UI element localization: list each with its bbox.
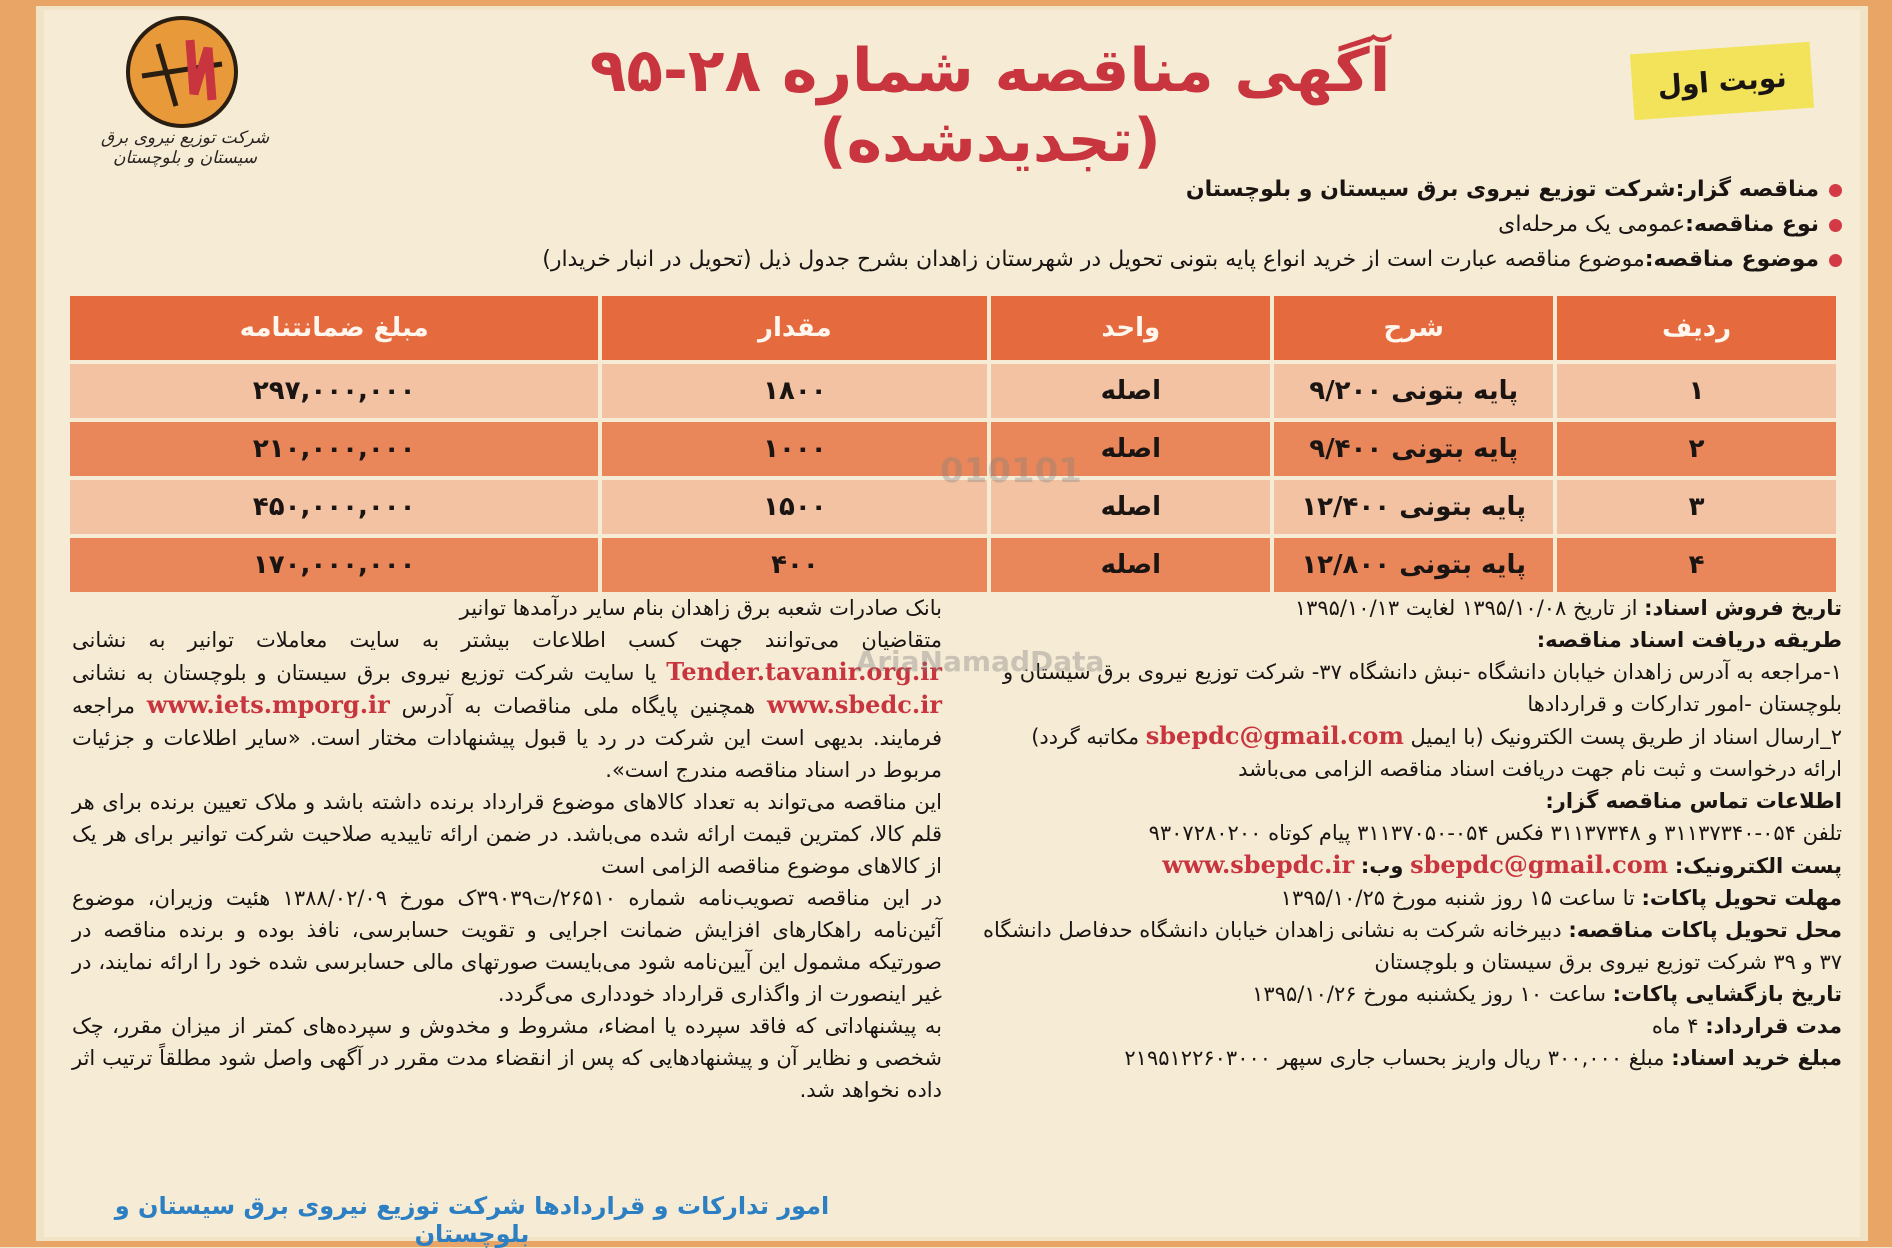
cell-guarantee-amount: ۱۷۰,۰۰۰,۰۰۰: [70, 536, 600, 592]
cell-quantity: ۱۸۰۰: [600, 362, 989, 420]
items-table: [70, 296, 1840, 592]
cell-quantity: ۱۰۰۰: [600, 420, 989, 478]
type-value: عمومی یک مرحله‌ای: [1498, 212, 1686, 237]
method-label: طریقه دریافت اسناد مناقصه:: [1536, 628, 1842, 652]
email-link[interactable]: sbepdc@gmail.com: [1410, 850, 1669, 879]
deadline-row: [982, 882, 1842, 914]
cell-quantity: ۱۵۰۰: [600, 478, 989, 536]
cell-guarantee-amount: ۲۹۷,۰۰۰,۰۰۰: [70, 362, 600, 420]
subject-label: موضوع مناقصه:: [1644, 247, 1819, 272]
first-round-badge: نوبت اول: [1630, 42, 1814, 120]
place-row: [982, 914, 1842, 978]
header-description: شرح: [1272, 296, 1555, 362]
contact-label: اطلاعات تماس مناقصه گزار:: [1545, 789, 1842, 813]
cell-quantity: ۴۰۰: [600, 536, 989, 592]
duration-value: ۴ ماه: [1651, 1014, 1699, 1038]
opening-row: [982, 978, 1842, 1010]
tenderer-value: شرکت توزیع نیروی برق سیستان و بلوچستان: [1185, 177, 1676, 202]
place-label: محل تحویل پاکات مناقصه:: [1568, 918, 1842, 942]
type-label: نوع مناقصه:: [1685, 212, 1819, 237]
table-row: [70, 362, 1838, 420]
header-guarantee-amount: مبلغ ضمانتنامه: [70, 296, 600, 362]
duration-label: مدت قرارداد:: [1705, 1014, 1842, 1038]
cell-row-number: ۱: [1555, 362, 1838, 420]
cell-guarantee-amount: ۲۱۰,۰۰۰,۰۰۰: [70, 420, 600, 478]
deadline-value: تا ساعت ۱۵ روز شنبه مورخ ۱۳۹۵/۱۰/۲۵: [1280, 886, 1635, 910]
cell-unit: اصله: [989, 536, 1272, 592]
method-2-note: ارائه درخواست و ثبت نام جهت دریافت اسناد مناقصه الزامی می‌باشد: [1238, 757, 1842, 781]
bullet-icon: [1829, 254, 1842, 267]
opening-value: ساعت ۱۰ روز یکشنبه مورخ ۱۳۹۵/۱۰/۲۶: [1252, 982, 1606, 1006]
cell-unit: اصله: [989, 420, 1272, 478]
web-link[interactable]: www.sbepdc.ir: [1162, 850, 1355, 879]
watermark-text: AriaNamadData: [855, 645, 1105, 678]
type-row: [542, 207, 1842, 242]
sale-date-label: تاریخ فروش اسناد:: [1644, 596, 1842, 620]
footer-signature: امور تدارکات و قراردادها شرکت توزیع نیروی برق سیستان و بلوچستان: [114, 1192, 830, 1248]
subject-value: موضوع مناقصه عبارت است از خرید انواع پایه بتونی تحویل در شهرستان زاهدان بشرح جدول ذیل (تحویل در انبار خریدار): [542, 247, 1645, 272]
tender-info: [542, 172, 1842, 277]
cell-row-number: ۴: [1555, 536, 1838, 592]
contact-value: تلفن ۰۵۴-۳۱۱۳۷۳۴۰ و ۳۱۱۳۷۳۴۸ فکس ۰۵۴-۳۱۱۳۷۰۵۰ پیام کوتاه ۹۳۰۷۲۸۰۲۰۰: [1148, 821, 1842, 845]
price-row: [982, 1042, 1842, 1074]
cell-unit: اصله: [989, 362, 1272, 420]
sbedc-link[interactable]: www.sbedc.ir: [766, 690, 942, 719]
cell-unit: اصله: [989, 478, 1272, 536]
method-1: ۱-مراجعه به آدرس زاهدان خیابان دانشگاه -نبش دانشگاه ۳۷- شرکت توزیع نیروی برق سیستان و بلوچستان -امور تدارکات و قراردادها: [1002, 660, 1842, 716]
email-label: پست الکترونیک:: [1674, 854, 1842, 878]
websites-text-b: یا سایت شرکت توزیع نیروی برق سیستان و بلوچستان به نشانی: [72, 661, 657, 685]
websites-text-c: همچنین پایگاه ملی مناقصات به آدرس: [401, 694, 756, 718]
method-2-email-link[interactable]: sbepdc@gmail.com: [1145, 721, 1404, 750]
cell-description: پایه بتونی ۹/۲۰۰: [1272, 362, 1555, 420]
bank-paragraph: بانک صادرات شعبه برق زاهدان بنام سایر درآمدها توانیر: [459, 596, 942, 620]
cell-row-number: ۳: [1555, 478, 1838, 536]
price-value: مبلغ ۳۰۰,۰۰۰ ریال واریز بحساب جاری سپهر ۲۱۹۵۱۲۲۶۰۳۰۰۰: [1124, 1046, 1665, 1070]
company-logo: [118, 14, 246, 132]
header-quantity: مقدار: [600, 296, 989, 362]
iets-link[interactable]: www.iets.mporg.ir: [146, 690, 390, 719]
cell-description: پایه بتونی ۱۲/۴۰۰: [1272, 478, 1555, 536]
duration-row: [982, 1010, 1842, 1042]
tenderer-row: [542, 172, 1842, 207]
header-unit: واحد: [989, 296, 1272, 362]
tavanir-link[interactable]: Tender.tavanir.org.ir: [666, 657, 942, 686]
cell-description: پایه بتونی ۱۲/۸۰۰: [1272, 536, 1555, 592]
tenderer-label: مناقصه گزار:: [1675, 177, 1819, 202]
deadline-label: مهلت تحویل پاکات:: [1641, 886, 1842, 910]
place-value: دبیرخانه شرکت به نشانی زاهدان خیابان دانشگاه حدفاصل دانشگاه ۳۷ و ۳۹ شرکت توزیع نیروی برق سیستان و بلوچستان: [983, 918, 1842, 974]
sale-date-value: از تاریخ ۱۳۹۵/۱۰/۰۸ لغایت ۱۳۹۵/۱۰/۱۳: [1294, 596, 1638, 620]
websites-text-d: مراجعه فرمایند. بدیهی است این شرکت در رد یا قبول پیشنهادات مختار است. «سایر اطلاعات و جزئیات مربوط در اسناد مناقصه مندرج است».: [72, 694, 942, 782]
regulation-paragraph: در این مناقصه تصویب‌نامه شماره ۲۶۵۱۰/ت۳۹۰۳۹ک مورخ ۱۳۸۸/۰۲/۰۹ هئیت وزیران، موضوع آئین‌نامه راهکارهای افزایش ضمانت اجرایی و تقویت حسابرسی، نافذ بوده و برنده مناقصه در صورتیکه مشمول این آیین‌نامه شود می‌بایست صورتهای مالی حسابرسی شده خود را ارائه نمایند، در غیر اینصورت از واگذاری قرارداد خودداری می‌گردد.: [72, 886, 942, 1006]
bullet-icon: [1829, 219, 1842, 232]
table-row: [70, 536, 1838, 592]
opening-label: تاریخ بازگشایی پاکات:: [1612, 982, 1842, 1006]
cell-guarantee-amount: ۴۵۰,۰۰۰,۰۰۰: [70, 478, 600, 536]
sale-date: [982, 592, 1842, 624]
email-row: [982, 849, 1842, 882]
method-2: [982, 720, 1842, 753]
ad-title: آگهی مناقصه شماره ۲۸-۹۵ (تجدیدشده): [589, 36, 1391, 176]
subject-row: [542, 242, 1842, 277]
company-logo-caption: شرکت توزیع نیروی برق سیستان و بلوچستان: [100, 128, 270, 168]
price-label: مبلغ خرید اسناد:: [1671, 1046, 1842, 1070]
rejection-paragraph: به پیشنهاداتی که فاقد سپرده یا امضاء، مشروط و مخدوش و سپرده‌های کمتر از میزان مقرر، چک شخصی و نظایر آن و پیشنهادهایی که پس از انقضاء مدت مقرر در آگهی واصل شود مطلقاً ترتیب اثر داده نخواهد شد.: [72, 1014, 942, 1102]
web-label: وب:: [1360, 854, 1404, 878]
table-header-row: [70, 296, 1838, 362]
winner-paragraph: این مناقصه می‌تواند به تعداد کالاهای موضوع قرارداد برنده داشته باشد و ملاک تعیین برنده برای هر قلم کالا، کمترین قیمت ارائه شده می‌باشد. در ضمن ارائه تاییدیه صلاحیت شرکت توانیر برای هر یک از کالاهای موضوع مناقصه الزامی است: [72, 790, 942, 878]
cell-row-number: ۲: [1555, 420, 1838, 478]
bullet-icon: [1829, 184, 1842, 197]
header-row-number: ردیف: [1555, 296, 1838, 362]
method-2-text: ۲_ارسال اسناد از طریق پست الکترونیک (با ایمیل: [1410, 725, 1842, 749]
watermark-digits: 010101: [940, 451, 1082, 491]
method-2-text-end: مکاتبه گردد): [1031, 725, 1140, 749]
contact-heading: [982, 785, 1842, 817]
websites-text-a: متقاضیان می‌توانند جهت کسب اطلاعات بیشتر به سایت معاملات توانیر به نشانی: [72, 628, 942, 652]
cell-description: پایه بتونی ۹/۴۰۰: [1272, 420, 1555, 478]
